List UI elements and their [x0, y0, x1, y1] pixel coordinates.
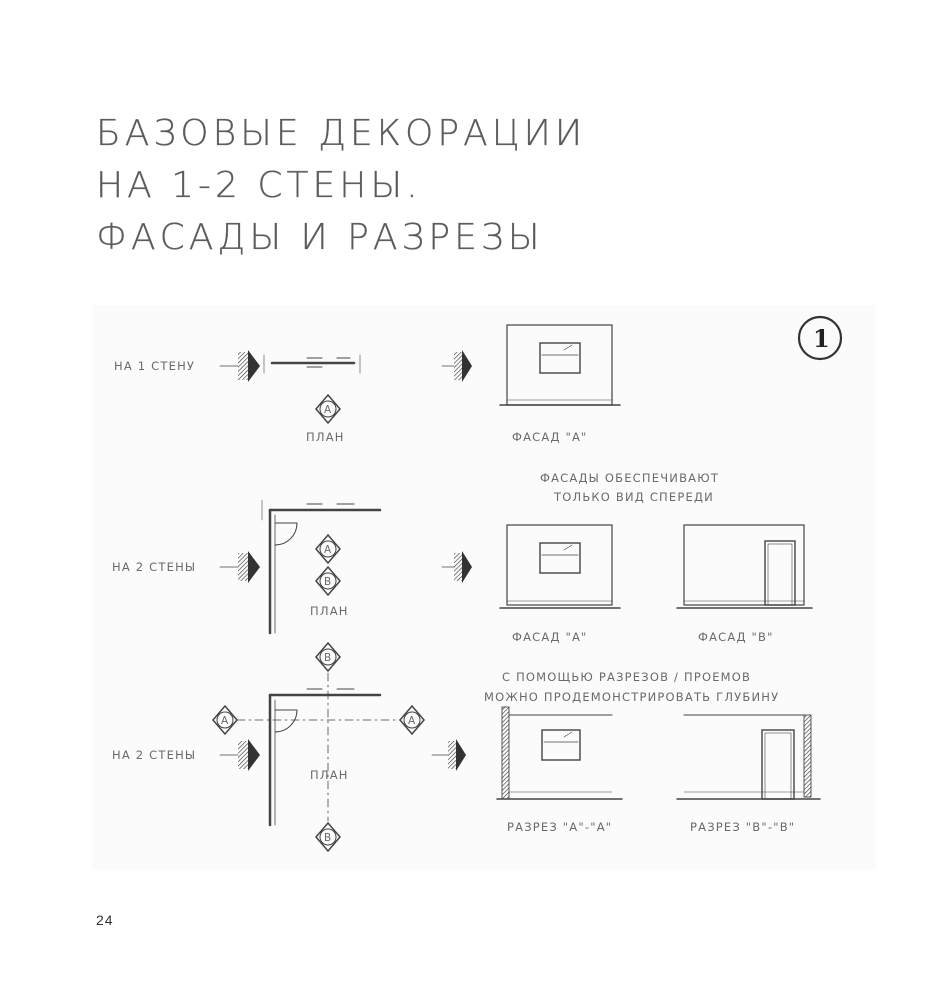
section-marker-b-top — [316, 643, 340, 671]
page-number: 24 — [96, 912, 114, 928]
plan-wall — [264, 355, 360, 373]
section-marker-a — [316, 395, 340, 423]
row1-facade-label: ФАСАД "А" — [512, 430, 588, 444]
arrow-right-icon — [454, 551, 472, 583]
section-marker-a-right — [400, 706, 424, 734]
svg-text:1: 1 — [813, 324, 830, 353]
section-a-drawing — [497, 707, 622, 799]
svg-text:A: A — [324, 544, 333, 556]
page-title — [96, 108, 586, 264]
row2-facade-b-label: ФАСАД "B" — [698, 630, 774, 644]
row1-label: НА 1 СТЕНУ — [114, 359, 196, 373]
section-marker-b-bottom — [316, 823, 340, 851]
svg-text:A: A — [324, 404, 333, 416]
row3-section-a-label: РАЗРЕЗ "А"-"А" — [507, 820, 613, 834]
svg-text:A: A — [221, 715, 230, 727]
row2-label: НА 2 СТЕНЫ — [112, 560, 197, 574]
view-arrow-icon — [238, 551, 260, 583]
note1-line-1: ФАСАДЫ ОБЕСПЕЧИВАЮТ — [540, 471, 720, 485]
view-arrow-icon — [238, 350, 260, 382]
row3-plan-label: ПЛАН — [310, 768, 349, 782]
row1-plan-label: ПЛАН — [306, 430, 345, 444]
svg-text:B: B — [324, 576, 333, 588]
note2-line-1: С ПОМОЩЬЮ РАЗРЕЗОВ / ПРОЕМОВ — [502, 670, 752, 684]
title-line-1: БАЗОВЫЕ ДЕКОРАЦИИ — [96, 113, 587, 154]
title-line-2: НА 1-2 СТЕНЫ. — [96, 165, 422, 206]
note1-line-2: ТОЛЬКО ВИД СПЕРЕДИ — [554, 490, 714, 504]
section-b-drawing — [677, 715, 820, 799]
sketch-illustration — [92, 305, 876, 870]
svg-text:A: A — [408, 715, 417, 727]
section-marker-b — [316, 567, 340, 595]
row2-plan-label: ПЛАН — [310, 604, 349, 618]
note2-line-2: МОЖНО ПРОДЕМОНСТРИРОВАТЬ ГЛУБИНУ — [484, 690, 780, 704]
figure-number-badge — [799, 317, 841, 359]
row3-label: НА 2 СТЕНЫ — [112, 748, 197, 762]
section-marker-a — [316, 535, 340, 563]
view-arrow-icon — [238, 739, 260, 771]
svg-text:B: B — [324, 652, 333, 664]
svg-text:B: B — [324, 832, 333, 844]
arrow-right-icon — [448, 739, 466, 771]
facade-b-drawing — [677, 525, 812, 608]
facade-a-drawing — [500, 525, 620, 608]
arrow-right-icon — [454, 350, 472, 382]
row3-section-b-label: РАЗРЕЗ "B"-"B" — [690, 820, 796, 834]
section-marker-a-left — [213, 706, 237, 734]
title-line-3: ФАСАДЫ И РАЗРЕЗЫ — [96, 217, 544, 258]
facade-a-drawing — [500, 325, 620, 405]
plan-corner-walls — [237, 673, 397, 825]
row2-facade-a-label: ФАСАД "А" — [512, 630, 588, 644]
